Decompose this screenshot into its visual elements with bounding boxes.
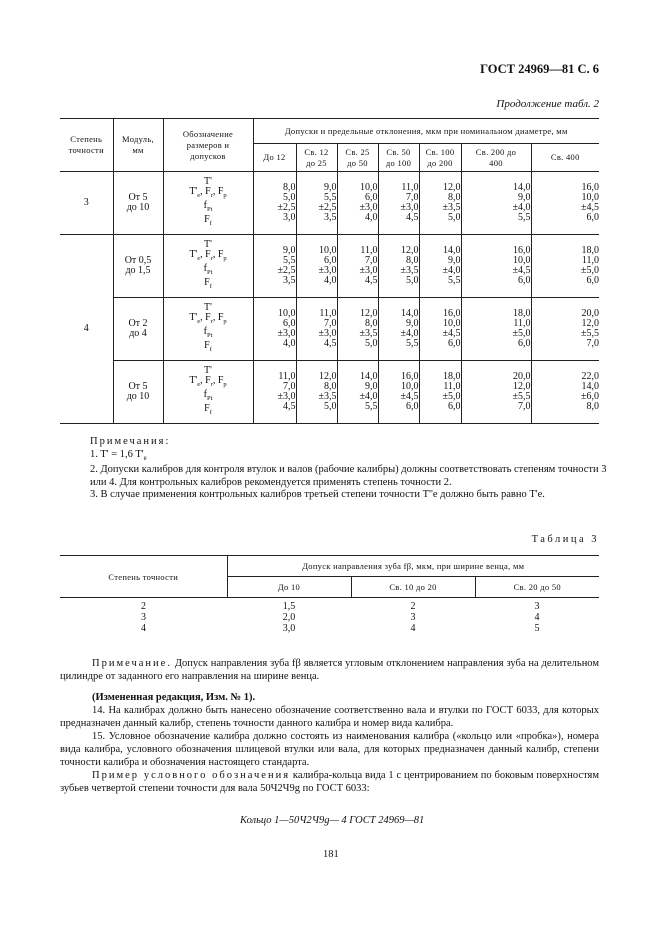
diam-header-2: Св. 12 до 25 bbox=[296, 144, 337, 172]
value-cell: 18,0 11,0 ±5,0 6,0 bbox=[531, 235, 599, 298]
t3-cell: 2 bbox=[141, 601, 146, 612]
t3-cell: 4 bbox=[141, 623, 146, 634]
t3-cell: 3 bbox=[141, 612, 146, 623]
t3-cell: 3 bbox=[410, 612, 416, 623]
note-3: 3. В случае применения контрольных калибров третьей степени точности T''e должно быть равно T'e. bbox=[90, 489, 545, 501]
table3-caption: Таблица 3 bbox=[531, 534, 599, 545]
note-2: 2. Допуски калибров для контроля втулок и валов (рабочие калибры) должны соответствовать степеням точности 3 или 4. Для контрольных калибров рекомендуется применять степень точности 2. bbox=[90, 464, 607, 488]
value-cell: 16,0 10,0 ±4,5 6,0 bbox=[531, 172, 599, 235]
value-cell: 16,0 10,0 ±4,5 6,0 bbox=[419, 298, 461, 361]
note3-text: Допуск направления зуба fβ является угловым отклонением направления зуба на делительном цилиндре от заданного его направления на ширине венца. bbox=[60, 658, 600, 682]
t3-sub-1: До 10 bbox=[227, 577, 351, 598]
t3-cell: 3 bbox=[534, 601, 540, 612]
table2-row bbox=[60, 298, 599, 361]
value-cell: 12,0 8,0 ±3,5 5,0 bbox=[378, 235, 419, 298]
table2-row bbox=[60, 172, 599, 235]
value-cell: 16,0 10,0 ±4,5 6,0 bbox=[378, 361, 419, 424]
value-cell: 20,0 12,0 ±5,5 7,0 bbox=[531, 298, 599, 361]
table2-notes bbox=[90, 436, 610, 502]
designation-cell: T' $T'_e$, $F_r$, $F_p$ $f_{Pt}$ $F_f$ bbox=[163, 172, 253, 235]
value-cell: 14,0 9,0 ±4,0 5,5 bbox=[419, 235, 461, 298]
diam-header-1: До 12 bbox=[253, 144, 296, 172]
paragraph-14: 14. На калибрах должно быть нанесено обозначение соответственно вала и втулки по ГОСТ 6033, для которых предназначен данный калибр, степень точности данного калибра и номер вида калибра. bbox=[60, 705, 599, 729]
example-text: калибра-кольца вида 1 с центрированием по боковым поверхностям зубьев четвертой степени точности для вала 50Ч2Ч9g по ГОСТ 6033: bbox=[60, 770, 600, 794]
page-number: 181 bbox=[323, 849, 339, 860]
value-cell: 22,0 14,0 ±6,0 8,0 bbox=[531, 361, 599, 424]
module-cell: От 5 до 10 bbox=[113, 172, 163, 235]
value-cell: 11,0 7,0 ±3,0 4,5 bbox=[253, 361, 296, 424]
table3-note bbox=[60, 657, 599, 683]
module-cell: От 5 до 10 bbox=[113, 361, 163, 424]
table2-row bbox=[60, 361, 599, 424]
value-cell: 14,0 9,0 ±4,0 5,5 bbox=[461, 172, 531, 235]
designation-cell: T' $T'_e$, $F_r$, $F_p$ $f_{Pt}$ $F_f$ bbox=[163, 235, 253, 298]
t3-cell: 4 bbox=[410, 623, 416, 634]
value-cell: 10,0 6,0 ±3,0 4,0 bbox=[296, 235, 337, 298]
value-cell: 11,0 7,0 ±3,0 4,5 bbox=[378, 172, 419, 235]
t3-col-degree: Степень точности bbox=[60, 556, 227, 598]
note3-label: Примечание. bbox=[92, 658, 172, 669]
module-cell: От 2 до 4 bbox=[113, 298, 163, 361]
table-continuation-label: Продолжение табл. 2 bbox=[496, 98, 599, 110]
value-cell: 20,0 12,0 ±5,5 7,0 bbox=[461, 361, 531, 424]
value-cell: 11,0 7,0 ±3,0 4,5 bbox=[296, 298, 337, 361]
value-cell: 10,0 6,0 ±3,0 4,0 bbox=[337, 172, 378, 235]
example-paragraph bbox=[60, 769, 599, 795]
value-cell: 16,0 10,0 ±4,5 6,0 bbox=[461, 235, 531, 298]
value-cell: 14,0 9,0 ±4,0 5,5 bbox=[337, 361, 378, 424]
value-cell: 18,0 11,0 ±5,0 6,0 bbox=[461, 298, 531, 361]
value-cell: 9,0 5,5 ±2,5 3,5 bbox=[253, 235, 296, 298]
diam-header-4: Св. 50 до 100 bbox=[378, 144, 419, 172]
page-header: ГОСТ 24969—81 С. 6 bbox=[480, 62, 599, 76]
value-cell: 10,0 6,0 ±3,0 4,0 bbox=[253, 298, 296, 361]
col-header-module: Модуль, мм bbox=[113, 119, 163, 172]
value-cell: 8,0 5,0 ±2,5 3,0 bbox=[253, 172, 296, 235]
value-cell: 12,0 8,0 ±3,5 5,0 bbox=[337, 298, 378, 361]
designation-cell: T' $T'_e$, $F_r$, $F_p$ $f_{Pt}$ $F_f$ bbox=[163, 361, 253, 424]
t3-sub-3: Св. 20 до 50 bbox=[475, 577, 599, 598]
value-cell: 12,0 8,0 ±3,5 5,0 bbox=[296, 361, 337, 424]
notes-title: Примечания: bbox=[90, 436, 171, 447]
tolerance-table-2 bbox=[60, 118, 599, 424]
value-cell: 18,0 11,0 ±5,0 6,0 bbox=[419, 361, 461, 424]
value-cell: 11,0 7,0 ±3,0 4,5 bbox=[337, 235, 378, 298]
main-text bbox=[60, 691, 599, 795]
note-1: 1. T' = 1,6 $T'_e$ bbox=[90, 448, 147, 462]
example-label: Пример условного обозначения bbox=[92, 770, 291, 781]
degree-cell: 4 bbox=[60, 235, 113, 424]
value-cell: 9,0 5,5 ±2,5 3,5 bbox=[296, 172, 337, 235]
t3-cell: 2,0 bbox=[282, 612, 296, 623]
value-cell: 12,0 8,0 ±3,5 5,0 bbox=[419, 172, 461, 235]
t3-sub-2: Св. 10 до 20 bbox=[351, 577, 475, 598]
diam-header-7: Св. 400 bbox=[531, 144, 599, 172]
diam-header-6: Св. 200 до 400 bbox=[461, 144, 531, 172]
diam-header-5: Св. 100 до 200 bbox=[419, 144, 461, 172]
edition-note: (Измененная редакция, Изм. № 1). bbox=[92, 692, 256, 703]
tolerance-table-3 bbox=[60, 555, 599, 634]
degree-cell: 3 bbox=[60, 172, 113, 235]
t3-cell: 5 bbox=[534, 623, 540, 634]
diam-header-3: Св. 25 до 50 bbox=[337, 144, 378, 172]
col-header-degree: Степень точности bbox=[60, 119, 113, 172]
col-header-designation: Обозначение размеров и допусков bbox=[163, 119, 253, 172]
paragraph-15: 15. Условное обозначение калибра должно состоять из наименования калибра («кольцо или «пробка»), номера вида калибра, условного обозначения шлицевой втулки или вала, для которых предназначен данный калибр, степени точности калибра и обозначения настоящего стандарта. bbox=[60, 731, 599, 768]
t3-cell: 3,0 bbox=[282, 623, 296, 634]
t3-cell: 2 bbox=[410, 601, 416, 612]
t3-cell: 4 bbox=[534, 612, 540, 623]
module-cell: От 0,5 до 1,5 bbox=[113, 235, 163, 298]
value-cell: 14,0 9,0 ±4,0 5,5 bbox=[378, 298, 419, 361]
t3-col-tolerance: Допуск направления зуба fβ, мкм, при ширине венца, мм bbox=[227, 556, 599, 577]
col-header-tolerances: Допуски и предельные отклонения, мкм при номинальном диаметре, мм bbox=[253, 119, 599, 144]
table2-row bbox=[60, 235, 599, 298]
designation-cell: T' $T'_e$, $F_r$, $F_p$ $f_{Pt}$ $F_f$ bbox=[163, 298, 253, 361]
designation-example: Кольцо 1—50Ч2Ч9g— 4 ГОСТ 24969—81 bbox=[240, 815, 425, 826]
t3-cell: 1,5 bbox=[282, 601, 296, 612]
